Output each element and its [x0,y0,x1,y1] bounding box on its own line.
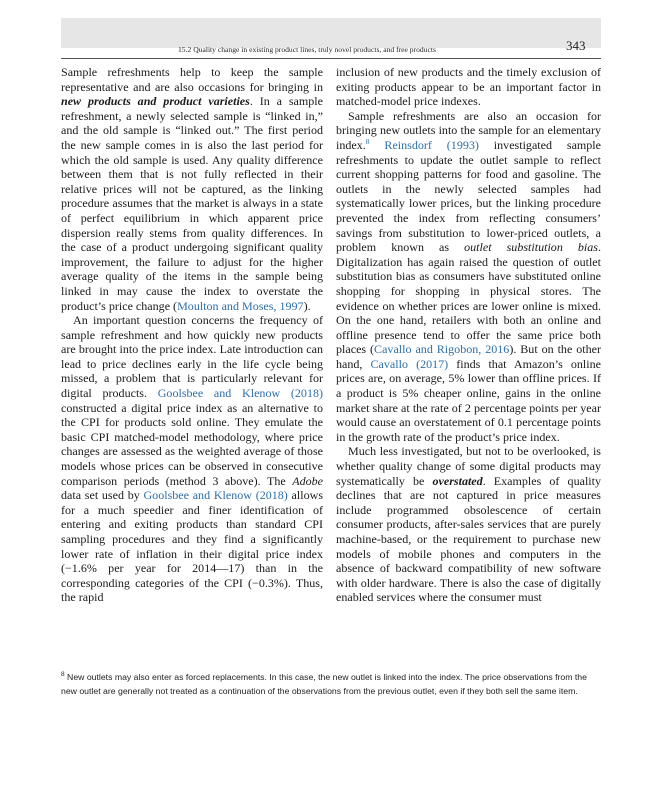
footnote-marker[interactable]: 8 [365,136,370,146]
citation-link[interactable]: Cavallo and Rigobon, 2016 [374,342,510,357]
emphasis-new-products: new products and product varieties [61,94,250,109]
paragraph: inclusion of new products and the timely exclusion of exiting products appear to be an important factor in matched-model price indexes. [336,65,601,109]
paragraph: Sample refreshments help to keep the sample representative and are also occasions for bringing in new products and product varieties. In a sample refreshment, a newly selected sample is “linked in,” and the old sample is “linked out.” The first period the new sample comes in is also the last period for which the old sample is used. Any quality difference between them that is not fully reflected in their relative prices will not be captured, as the linking procedure assumes that the market is always in a state of perfect equilibrium in which apparent price dispersion really stems from quality differences. In the case of a product undergoing significant quality improvement, the failure to adjust for the higher average quality of the items in the sample being linked in may cause the index to overstate the product’s price change (Moulton and Moses, 1997). [61,65,323,313]
running-title: 15.2 Quality change in existing product lines, truly novel products, and free products [178,45,436,54]
footnote: $^8$ New outlets may also enter as forced replacements. In this case, the new outlet is linked into the index. The price observations from the new outlet are generally not treated as a continuation of the observations from the previous outlet, even if they both sell the same item. [61,671,587,697]
paragraph: Sample refreshments are also an occasion for bringing new outlets into the sample for an elementary index.$^8$ Reinsdorf (1993) investigated sample refreshments to update the outlet sample to reflect current shopping patterns for food and gasoline. The outlets in the newly selected samples had systematically lower prices, but the linking procedure prevented the index from reflecting consumers’ savings from substitution to lower-priced outlets, a problem known as outlet substitution bias. Digitalization has again raised the question of outlet substitution bias as consumers have substituted online shopping for shopping in physical stores. The evidence on whether prices are lower online is mixed. On the one hand, retailers with both an online and offline presence tend to offer the same price both places (Cavallo and Rigobon, 2016). But on the other hand, Cavallo (2017) finds that Amazon’s online prices are, on average, 5% lower than offline prices. If a product is 5% cheaper online, gains in the online market share at the rate of 2 percentage points per year would cause an overstatement of 0.1 percentage points in the growth rate of the product’s price index. [336,108,602,444]
right-column [336,65,601,605]
paragraph: An important question concerns the frequency of sample refreshment and how quickly new products are brought into the price index. Late introduction can lead to price declines early in the life cycle being missed, a problem that is particularly relevant for digital products. Goolsbee and Klenow (2018) constructed a digital price index as an alternative to the CPI for products sold online. They emulate the basic CPI matched-model methodology, where price changes are assessed as the weighted average of those models whose prices can be observed in consecutive comparison periods (method 3 above). The Adobe data set used by Goolsbee and Klenow (2018) allows for a much speedier and finer identification of entering and exiting products than standard CPI sampling procedures and they find a significantly lower rate of inflation in their digital price index (−1.6% per year for 2014—17) than in the corresponding categories of the CPI (−0.3%). Thus, the rapid [61,313,324,605]
emphasis-term: outlet substitution bias [464,240,598,255]
emphasis-overstated: overstated [432,473,483,488]
header-rule [61,58,601,59]
citation-link[interactable]: Goolsbee and Klenow (2018) [143,488,288,503]
citation-link[interactable]: Moulton and Moses, 1997 [177,298,304,313]
paragraph: Much less investigated, but not to be overlooked, is whether quality change of some digital products may systematically be overstated. Examples of quality declines that are not captured in price measures include programmed obsolescence of certain consumer products, after-sales services that are purely machine-based, or the requirement to purchase new models of mobile phones and computers in the absence of backward compatibility of new software with older hardware. There is also the case of digitally enabled services where the consumer must [336,444,602,605]
citation-link[interactable]: Reinsdorf (1993) [369,137,479,152]
citation-link[interactable]: Cavallo (2017) [370,356,449,371]
left-column [61,65,323,605]
footnote-marker: 8 [61,671,65,679]
emphasis-adobe: Adobe [292,473,323,488]
page-number: 343 [566,38,586,53]
citation-link[interactable]: Goolsbee and Klenow (2018) [157,386,324,401]
header-bar [61,18,601,48]
